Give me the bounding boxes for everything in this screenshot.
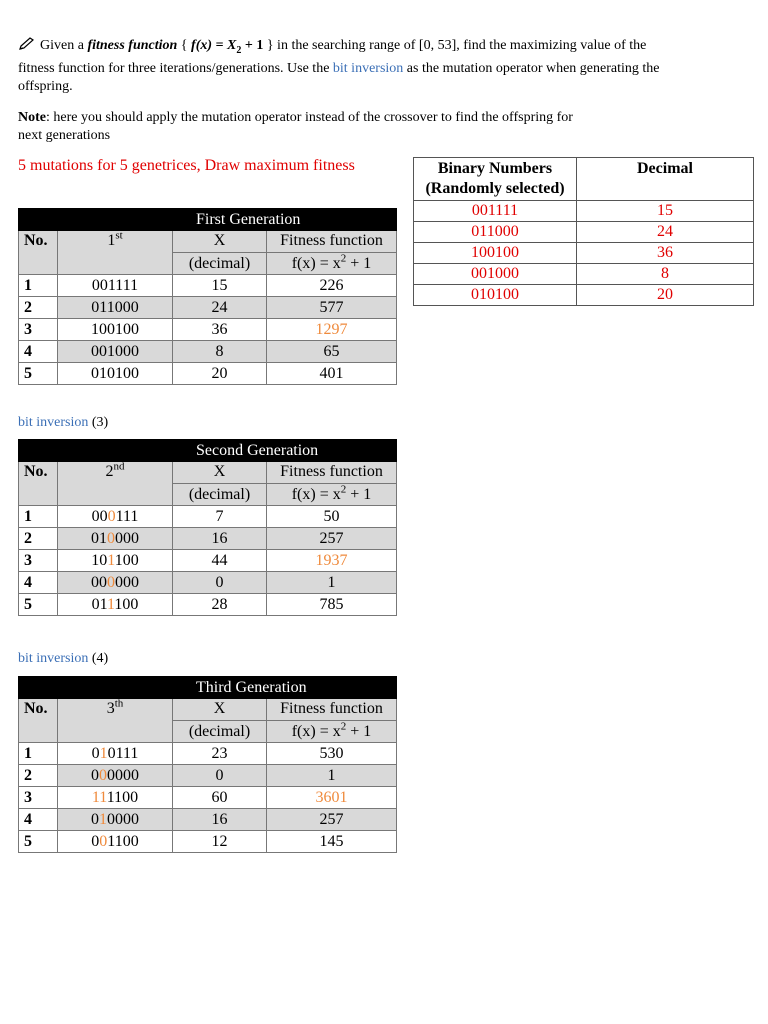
- text-span: 2: [340, 483, 347, 496]
- table-row: [19, 809, 397, 831]
- table-row: [19, 363, 397, 385]
- mutated-bit: 1: [91, 788, 100, 806]
- table-cell: 226: [267, 275, 397, 297]
- max-fitness-cell: 1937: [267, 550, 397, 572]
- header-row: [19, 699, 397, 721]
- mutated-bit: 1: [99, 744, 108, 762]
- table-cell: 1: [19, 506, 58, 528]
- x-sub-header: (decimal): [173, 253, 267, 275]
- table-cell: 1: [19, 275, 58, 297]
- decimal-cell: 8: [577, 264, 754, 285]
- table-cell: [58, 787, 173, 809]
- decimal-cell: 24: [577, 222, 754, 243]
- x-sub-header: (decimal): [173, 721, 267, 743]
- table-cell: 100100: [58, 319, 173, 341]
- generation-title: Second Generation: [196, 441, 319, 459]
- table-cell: 2: [19, 297, 58, 319]
- text-span: 1100: [107, 832, 139, 850]
- decimal-cell: 15: [577, 201, 754, 222]
- table-cell: 12: [173, 831, 267, 853]
- table-row: [19, 319, 397, 341]
- third-generation-table: [18, 676, 397, 853]
- table-cell: [58, 765, 173, 787]
- text-span: + 1: [346, 722, 372, 740]
- table-cell: 3: [19, 319, 58, 341]
- mutated-bit: 1: [99, 788, 107, 806]
- text-span: 000: [115, 573, 139, 591]
- max-fitness-cell: 1297: [267, 319, 397, 341]
- decimal-cell: 20: [577, 285, 754, 306]
- table-row: [19, 831, 397, 853]
- formula-tail: + 1: [241, 38, 267, 53]
- table-cell: 24: [173, 297, 267, 319]
- table-cell: [58, 743, 173, 765]
- mutated-bit: 0: [107, 573, 115, 591]
- table-cell: 4: [19, 572, 58, 594]
- x-header: X: [173, 699, 267, 721]
- table-row: [19, 743, 397, 765]
- fitness-header: Fitness function: [267, 231, 397, 253]
- gen3-mutation-label: [18, 651, 108, 667]
- generation-column-header: [58, 231, 173, 275]
- decimal-header: Decimal: [577, 158, 754, 201]
- table-cell: 15: [173, 275, 267, 297]
- mutated-bit: 1: [99, 810, 107, 828]
- text-span: 100: [114, 595, 139, 613]
- table-cell: 16: [173, 809, 267, 831]
- table-cell: 3: [19, 550, 58, 572]
- table-cell: 257: [267, 528, 397, 550]
- generation-title: Third Generation: [196, 678, 307, 696]
- mutated-bit: 0: [107, 507, 116, 525]
- binary-numbers-header: [414, 158, 577, 201]
- table-cell: 0: [173, 765, 267, 787]
- text-span: 00: [91, 507, 108, 525]
- text-span: 0111: [107, 744, 139, 762]
- table-cell: 2: [19, 765, 58, 787]
- formula-text: f(x) = X: [191, 38, 237, 53]
- x-header: X: [173, 231, 267, 253]
- generation-column-header: [58, 699, 173, 743]
- table-cell: 60: [173, 787, 267, 809]
- table-cell: 4: [19, 809, 58, 831]
- table-cell: 8: [173, 341, 267, 363]
- table-cell: [19, 440, 397, 462]
- note-paragraph: [18, 109, 578, 145]
- text-span: 2: [340, 252, 347, 265]
- generation-title-row: [19, 209, 397, 231]
- table-cell: 785: [267, 594, 397, 616]
- random-selection-table: [413, 157, 754, 306]
- mutated-bit: 1: [107, 595, 115, 613]
- text-span: Binary Numbers: [437, 160, 553, 177]
- text-span: 01: [91, 529, 107, 547]
- binary-cell: 001000: [414, 264, 577, 285]
- table-cell: 001000: [58, 341, 173, 363]
- table-row: [414, 285, 754, 306]
- table-cell: [58, 506, 173, 528]
- pencil-icon: [18, 37, 36, 51]
- intro-paragraph: [18, 37, 668, 96]
- note-label: Note: [18, 110, 46, 125]
- text-span: 100: [114, 551, 139, 569]
- binary-cell: 011000: [414, 222, 577, 243]
- binary-cell: 001111: [414, 201, 577, 222]
- table-row: [19, 572, 397, 594]
- table-row: [19, 594, 397, 616]
- no-header: No.: [19, 231, 58, 275]
- table-row: [19, 506, 397, 528]
- intro-prefix: Given a: [40, 38, 88, 53]
- table-cell: 20: [173, 363, 267, 385]
- generation-title-row: [19, 440, 397, 462]
- header-row: [19, 462, 397, 484]
- note-text: : here you should apply the mutation operator instead of the crossover to find the offspring for next generations: [18, 110, 573, 143]
- text-span: 1100: [106, 788, 139, 806]
- fitness-function-label: fitness function: [87, 38, 178, 53]
- binary-cell: 010100: [414, 285, 577, 306]
- x-header: X: [173, 462, 267, 484]
- table-row: [19, 765, 397, 787]
- text-span: th: [114, 697, 124, 710]
- intro-suffix: as the mutation operator when generating the offspring.: [18, 60, 660, 94]
- table-cell: 530: [267, 743, 397, 765]
- table-row: [19, 341, 397, 363]
- text-span: 0000: [107, 810, 139, 828]
- table-cell: 145: [267, 831, 397, 853]
- text-span: 3: [106, 700, 115, 717]
- table-cell: 23: [173, 743, 267, 765]
- second-generation-table: [18, 439, 397, 616]
- fitness-formula-header: [267, 721, 397, 743]
- table-row: [19, 275, 397, 297]
- table-cell: [58, 594, 173, 616]
- table-row: [414, 264, 754, 285]
- table-cell: [58, 528, 173, 550]
- text-span: 00: [91, 573, 107, 591]
- generation-title: First Generation: [196, 210, 301, 228]
- text-span: 0000: [107, 766, 139, 784]
- table-row: [19, 550, 397, 572]
- table-cell: 44: [173, 550, 267, 572]
- table-cell: 5: [19, 831, 58, 853]
- table-row: [414, 243, 754, 264]
- table-cell: 1: [267, 572, 397, 594]
- table-cell: 28: [173, 594, 267, 616]
- table-cell: 50: [267, 506, 397, 528]
- text-span: 2: [340, 720, 347, 733]
- table-cell: 577: [267, 297, 397, 319]
- bit-inversion-link[interactable]: bit inversion: [332, 60, 404, 76]
- text-span: f(x) = x: [291, 254, 341, 272]
- x-sub-header: (decimal): [173, 484, 267, 506]
- max-fitness-cell: 3601: [267, 787, 397, 809]
- fitness-formula-header: [267, 484, 397, 506]
- table-cell: 011000: [58, 297, 173, 319]
- decimal-cell: 36: [577, 243, 754, 264]
- mutated-bit: 1: [107, 551, 115, 569]
- table-cell: [58, 809, 173, 831]
- table-cell: 401: [267, 363, 397, 385]
- table-row: [414, 222, 754, 243]
- text-span: 10: [91, 551, 108, 569]
- fitness-header: Fitness function: [267, 699, 397, 721]
- text-span: 111: [115, 507, 139, 525]
- table-cell: 65: [267, 341, 397, 363]
- text-span: 2: [105, 463, 114, 480]
- text-span: (3): [88, 415, 109, 430]
- table-cell: 5: [19, 363, 58, 385]
- table-cell: 3: [19, 787, 58, 809]
- table-cell: 257: [267, 809, 397, 831]
- table-cell: 36: [173, 319, 267, 341]
- table-cell: 5: [19, 594, 58, 616]
- random-table-header: [414, 158, 754, 201]
- text-span: 0: [91, 810, 99, 828]
- table-cell: 001111: [58, 275, 173, 297]
- bit-inversion-link[interactable]: bit inversion: [18, 651, 89, 666]
- mutated-bit: 0: [99, 766, 107, 784]
- table-cell: [58, 572, 173, 594]
- fitness-formula-header: [267, 253, 397, 275]
- text-span: 0: [91, 744, 100, 762]
- text-span: (4): [88, 651, 109, 666]
- text-span: 1: [107, 232, 116, 249]
- table-row: [19, 297, 397, 319]
- table-cell: [19, 677, 397, 699]
- table-row: [19, 528, 397, 550]
- table-cell: 4: [19, 341, 58, 363]
- table-cell: 16: [173, 528, 267, 550]
- text-span: f(x) = x: [291, 722, 341, 740]
- first-generation-table: [18, 208, 397, 385]
- text-span: [191, 38, 267, 56]
- table-cell: 7: [173, 506, 267, 528]
- header-row: [19, 231, 397, 253]
- table-row: [19, 787, 397, 809]
- text-span: nd: [113, 460, 125, 473]
- text-span: 0: [91, 766, 99, 784]
- no-header: No.: [19, 699, 58, 743]
- mutated-bit: 0: [107, 529, 115, 547]
- text-span: st: [115, 229, 123, 242]
- table-cell: [19, 209, 397, 231]
- table-cell: 010100: [58, 363, 173, 385]
- table-cell: [58, 550, 173, 572]
- generation-title-row: [19, 677, 397, 699]
- table-cell: [58, 831, 173, 853]
- generation-column-header: [58, 462, 173, 506]
- text-span: f(x) = x: [291, 485, 341, 503]
- table-cell: 2: [19, 528, 58, 550]
- text-span: + 1: [346, 485, 372, 503]
- table-cell: 0: [173, 572, 267, 594]
- mutated-bit: 0: [99, 832, 108, 850]
- text-span: 0: [91, 832, 100, 850]
- bit-inversion-link[interactable]: bit inversion: [18, 415, 89, 430]
- fitness-header: Fitness function: [267, 462, 397, 484]
- intro-middle: } in the searching range of [0, 53], find the maximizing value of the fitness function for three iterations/generations. Use the: [18, 38, 647, 76]
- table-cell: 1: [19, 743, 58, 765]
- table-cell: 1: [267, 765, 397, 787]
- binary-cell: 100100: [414, 243, 577, 264]
- text-span: 000: [115, 529, 139, 547]
- no-header: No.: [19, 462, 58, 506]
- table-row: [414, 201, 754, 222]
- text-span: (Randomly selected): [425, 180, 565, 197]
- formula-exponent: 2: [236, 44, 242, 56]
- gen2-mutation-label: [18, 415, 108, 431]
- text-span: + 1: [346, 254, 372, 272]
- text-span: 01: [91, 595, 107, 613]
- formula-open: {: [177, 38, 192, 53]
- headline: 5 mutations for 5 genetrices, Draw maximum fitness: [18, 157, 355, 174]
- text-span: [87, 38, 177, 53]
